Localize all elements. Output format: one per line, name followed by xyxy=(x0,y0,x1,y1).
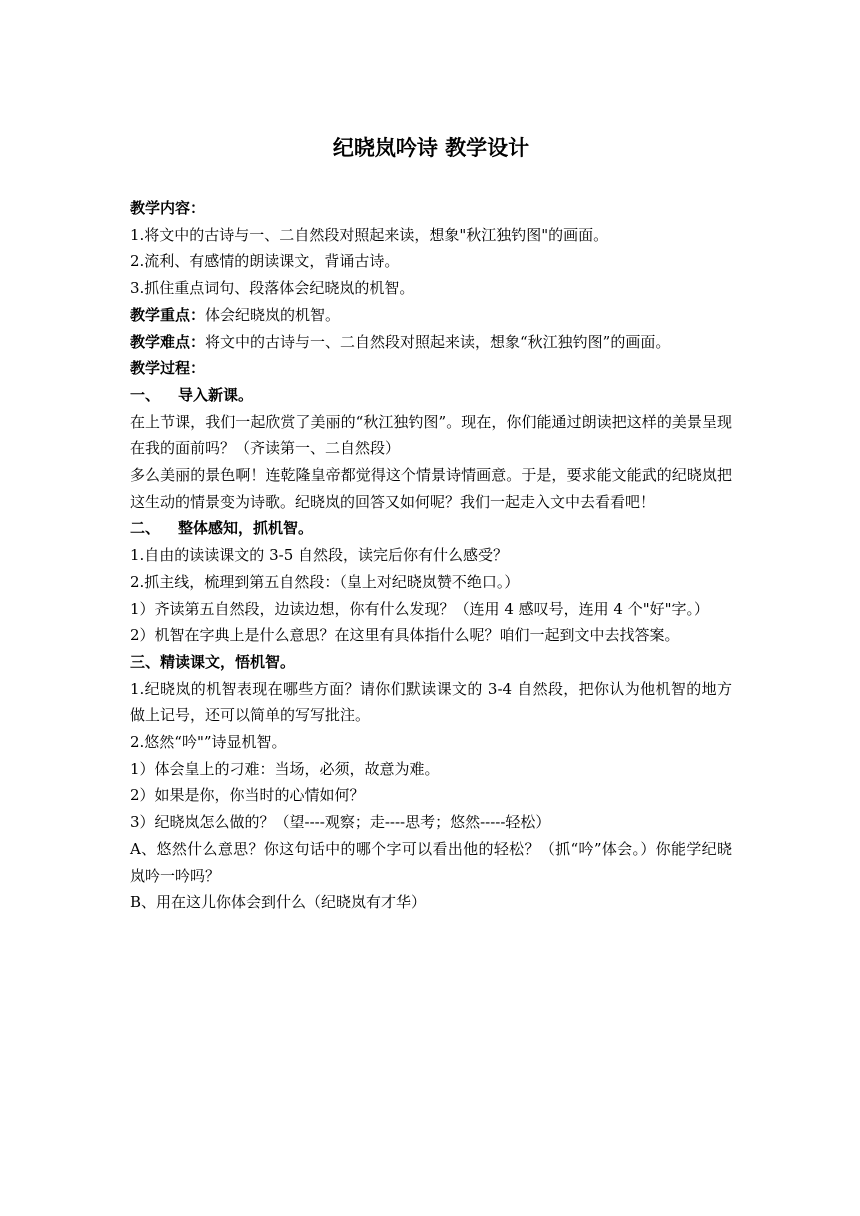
key-point xyxy=(130,302,732,329)
paragraph: 1）体会皇上的刁难：当场，必须，故意为难。 xyxy=(130,759,440,778)
content-item: 3.抓住重点词句、段落体会纪晓岚的机智。 xyxy=(130,279,415,298)
section-heading: 三、精读课文，悟机智。 xyxy=(130,652,296,671)
paragraph: A、悠然什么意思？你这句话中的哪个字可以看出他的轻松？（抓“吟”体会。）你能学纪晓岚吟一吟吗？ xyxy=(130,839,732,885)
paragraph: 在上节课，我们一起欣赏了美丽的“秋江独钓图”。现在，你们能通过朗读把这样的美景呈现在我的面前吗？（齐读第一、二自然段） xyxy=(130,412,732,458)
section-heading xyxy=(130,515,732,542)
section-title: 整体感知，抓机智。 xyxy=(178,519,314,538)
content-item: 2.流利、有感情的朗读课文，背诵古诗。 xyxy=(130,252,400,271)
section-heading xyxy=(130,382,732,409)
paragraph: 2.抓主线，梳理到第五自然段：（皇上对纪晓岚赞不绝口。） xyxy=(130,572,520,591)
paragraph: 1.纪晓岚的机智表现在哪些方面？请你们默读课文的 3-4 自然段，把你认为他机智的地方做上记号，还可以简单的写写批注。 xyxy=(130,679,732,725)
process-label: 教学过程： xyxy=(130,359,206,378)
paragraph: 1.自由的读读课文的 3-5 自然段，读完后你有什么感受？ xyxy=(130,546,509,565)
paragraph: B、用在这儿你体会到什么（纪晓岚有才华） xyxy=(130,893,427,912)
difficulty-label: 教学难点： xyxy=(130,332,206,351)
key-point-text: 体会纪晓岚的机智。 xyxy=(205,305,341,324)
paragraph: 2）机智在字典上是什么意思？在这里有具体指什么呢？咱们一起到文中去找答案。 xyxy=(130,626,680,645)
paragraph: 3）纪晓岚怎么做的？（望----观察；走----思考；悠然-----轻松） xyxy=(130,813,551,832)
section-number: 二、 xyxy=(130,519,161,538)
content-item: 1.将文中的古诗与一、二自然段对照起来读，想象"秋江独钓图"的画面。 xyxy=(130,225,609,244)
section-title: 导入新课。 xyxy=(178,385,254,404)
paragraph: 2.悠然“吟"”诗显机智。 xyxy=(130,733,287,752)
paragraph: 1）齐读第五自然段，边读边想，你有什么发现？（连用 4 感叹号，连用 4 个"好"字。） xyxy=(130,599,710,618)
content-label: 教学内容： xyxy=(130,199,206,217)
paragraph: 多么美丽的景色啊！连乾隆皇帝都觉得这个情景诗情画意。于是，要求能文能武的纪晓岚把这生动的情景变为诗歌。纪晓岚的回答又如何呢？我们一起走入文中去看看吧！ xyxy=(130,466,732,511)
difficulty xyxy=(130,329,732,356)
section-number: 一、 xyxy=(130,385,161,404)
difficulty-text: 将文中的古诗与一、二自然段对照起来读，想象“秋江独钓图”的画面。 xyxy=(205,332,671,351)
key-point-label: 教学重点： xyxy=(130,305,206,324)
paragraph: 2）如果是你，你当时的心情如何？ xyxy=(130,786,365,805)
document-title: 纪晓岚吟诗 教学设计 xyxy=(332,136,530,160)
document-body xyxy=(130,195,732,916)
